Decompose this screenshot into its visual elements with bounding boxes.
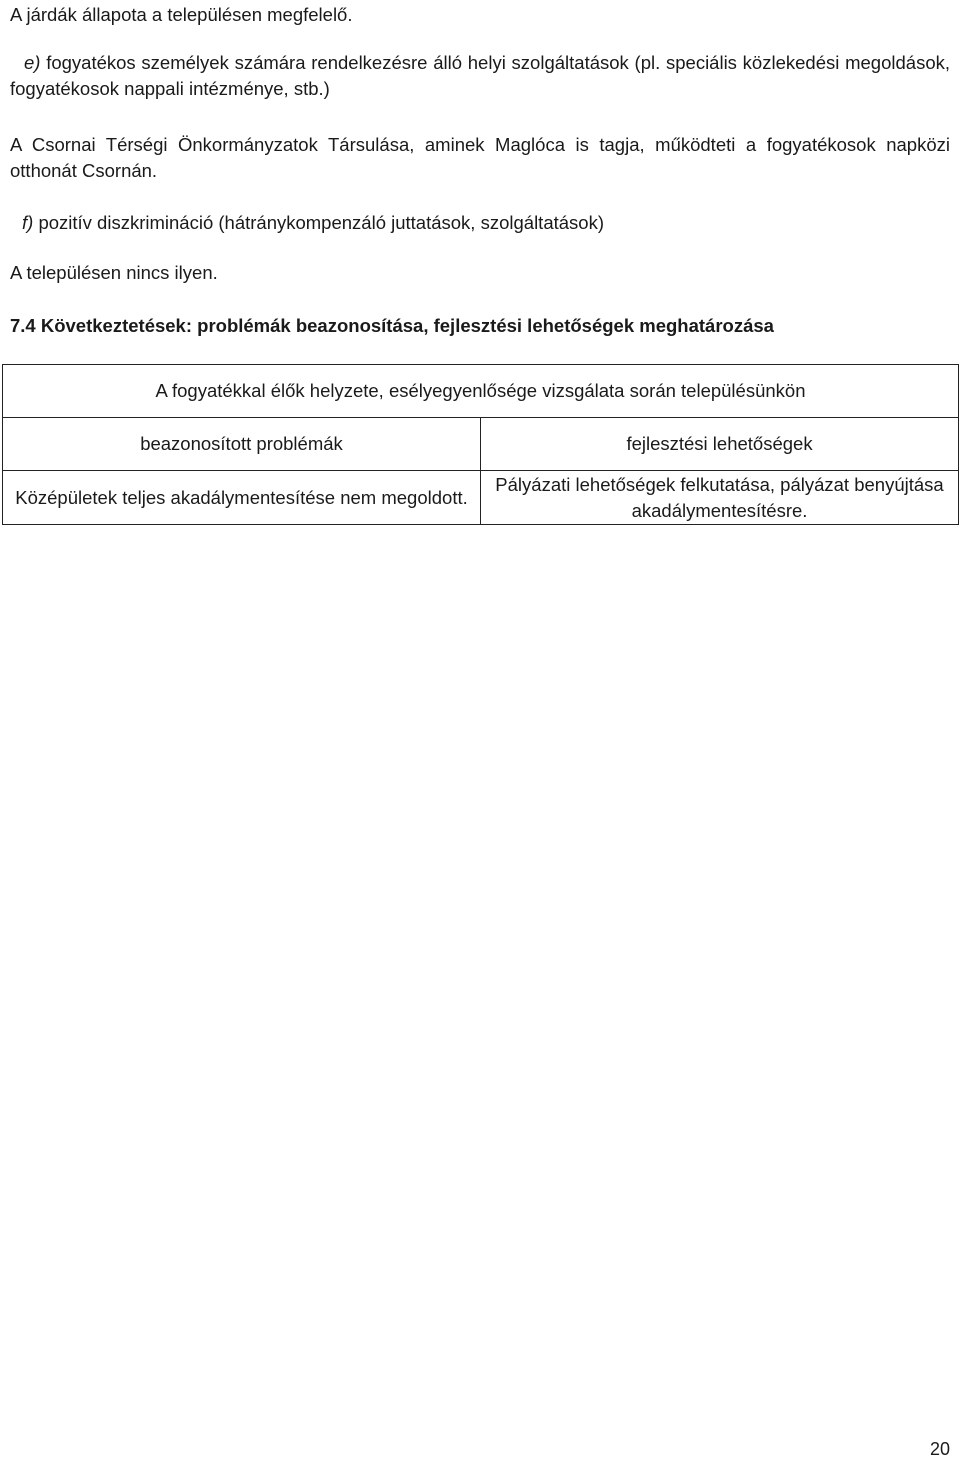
table-row	[3, 471, 959, 525]
item-text-e: fogyatékos személyek számára rendelkezésre álló helyi szolgáltatások (pl. speciális közlekedési megoldások, fogyatékosok nappali intézménye, stb.)	[10, 52, 950, 99]
item-text-f: pozitív diszkrimináció (hátránykompenzáló juttatások, szolgáltatások)	[33, 212, 604, 233]
table-title: A fogyatékkal élők helyzete, esélyegyenlősége vizsgálata során településünkön	[3, 365, 959, 418]
paragraph-association: A Csornai Térségi Önkormányzatok Társulása, aminek Maglóca is tagja, működteti a fogyatékosok napközi otthonát Csornán.	[10, 134, 950, 181]
paragraph-services-item-e	[10, 50, 950, 102]
table-header-row	[3, 418, 959, 471]
item-marker-f: f)	[22, 212, 34, 233]
paragraph-none: A településen nincs ilyen.	[10, 262, 218, 283]
conclusions-table	[2, 364, 959, 525]
header-development-options: fejlesztési lehetőségek	[481, 418, 959, 471]
paragraph-sidewalks: A járdák állapota a településen megfelelő.	[10, 4, 353, 25]
item-marker-e: e)	[24, 52, 41, 73]
page-number: 20	[929, 1439, 950, 1459]
cell-problem: Középületek teljes akadálymentesítése nem megoldott.	[3, 471, 481, 525]
table-title-row	[3, 365, 959, 418]
header-identified-problems: beazonosított problémák	[3, 418, 481, 471]
paragraph-item-f	[10, 210, 950, 236]
section-heading: 7.4 Következtetések: problémák beazonosítása, fejlesztési lehetőségek meghatározása	[10, 315, 774, 336]
cell-development: Pályázati lehetőségek felkutatása, pályázat benyújtása akadálymentesítésre.	[481, 471, 959, 525]
